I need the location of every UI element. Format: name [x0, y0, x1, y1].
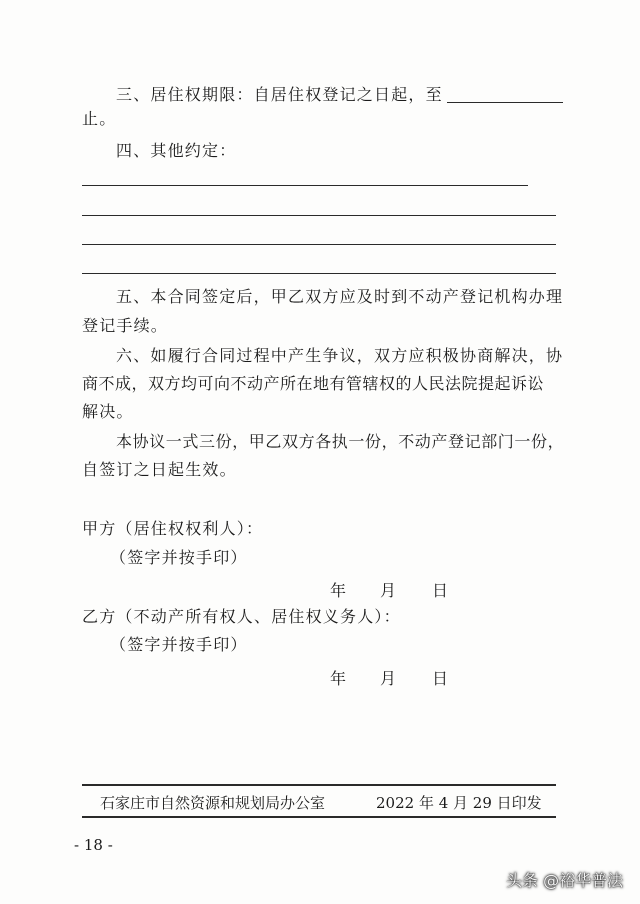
footer-top-rule	[82, 784, 556, 786]
other-terms-line-3	[82, 244, 556, 245]
page-number: - 18 -	[74, 836, 113, 854]
party-b-sign-note: （签字并按手印）	[110, 635, 248, 654]
party-b-label: 乙方（不动产所有权人、居住权义务人）：	[82, 607, 401, 626]
other-terms-line-2	[82, 215, 556, 216]
term-label: 三、居住权期限：自居住权登记之日起，至	[116, 85, 443, 104]
clause-5-line-2: 登记手续。	[82, 316, 169, 335]
copies-line-1: 本协议一式三份，甲乙双方各执一份，不动产登记部门一份，	[116, 432, 565, 451]
term-end-blank	[447, 86, 563, 103]
other-terms-line-4	[82, 273, 556, 274]
clause-6-line-2: 商不成，双方均可向不动产所在地有管辖权的人民法院提起诉讼	[82, 374, 545, 393]
other-terms-line-1	[82, 185, 528, 186]
party-a-sign-note: （签字并按手印）	[110, 548, 248, 567]
party-a-year: 年	[330, 581, 347, 600]
clause-3-term	[116, 84, 563, 106]
footer-bottom-rule	[82, 816, 556, 818]
term-end-text: 止。	[82, 109, 117, 128]
party-a-day: 日	[432, 581, 449, 600]
party-a-label: 甲方（居住权权利人）：	[82, 519, 264, 538]
party-b-day: 日	[432, 669, 449, 688]
clause-6-line-1: 六、如履行合同过程中产生争议，双方应积极协商解决，协	[116, 346, 564, 365]
clause-4-other-label: 四、其他约定：	[116, 141, 237, 160]
party-b-month: 月	[380, 669, 397, 688]
clause-6-line-3: 解决。	[82, 402, 134, 421]
issue-date: 2022 年 4 月 29 日印发	[376, 794, 542, 812]
issuing-office: 石家庄市自然资源和规划局办公室	[100, 794, 326, 812]
clause-5-line-1: 五、本合同签定后，甲乙双方应及时到不动产登记机构办理	[116, 287, 564, 306]
party-a-month: 月	[380, 581, 397, 600]
party-b-year: 年	[330, 669, 347, 688]
copies-line-2: 自签订之日起生效。	[82, 460, 237, 479]
watermark-text: 头条 @裕华普法	[506, 871, 624, 890]
